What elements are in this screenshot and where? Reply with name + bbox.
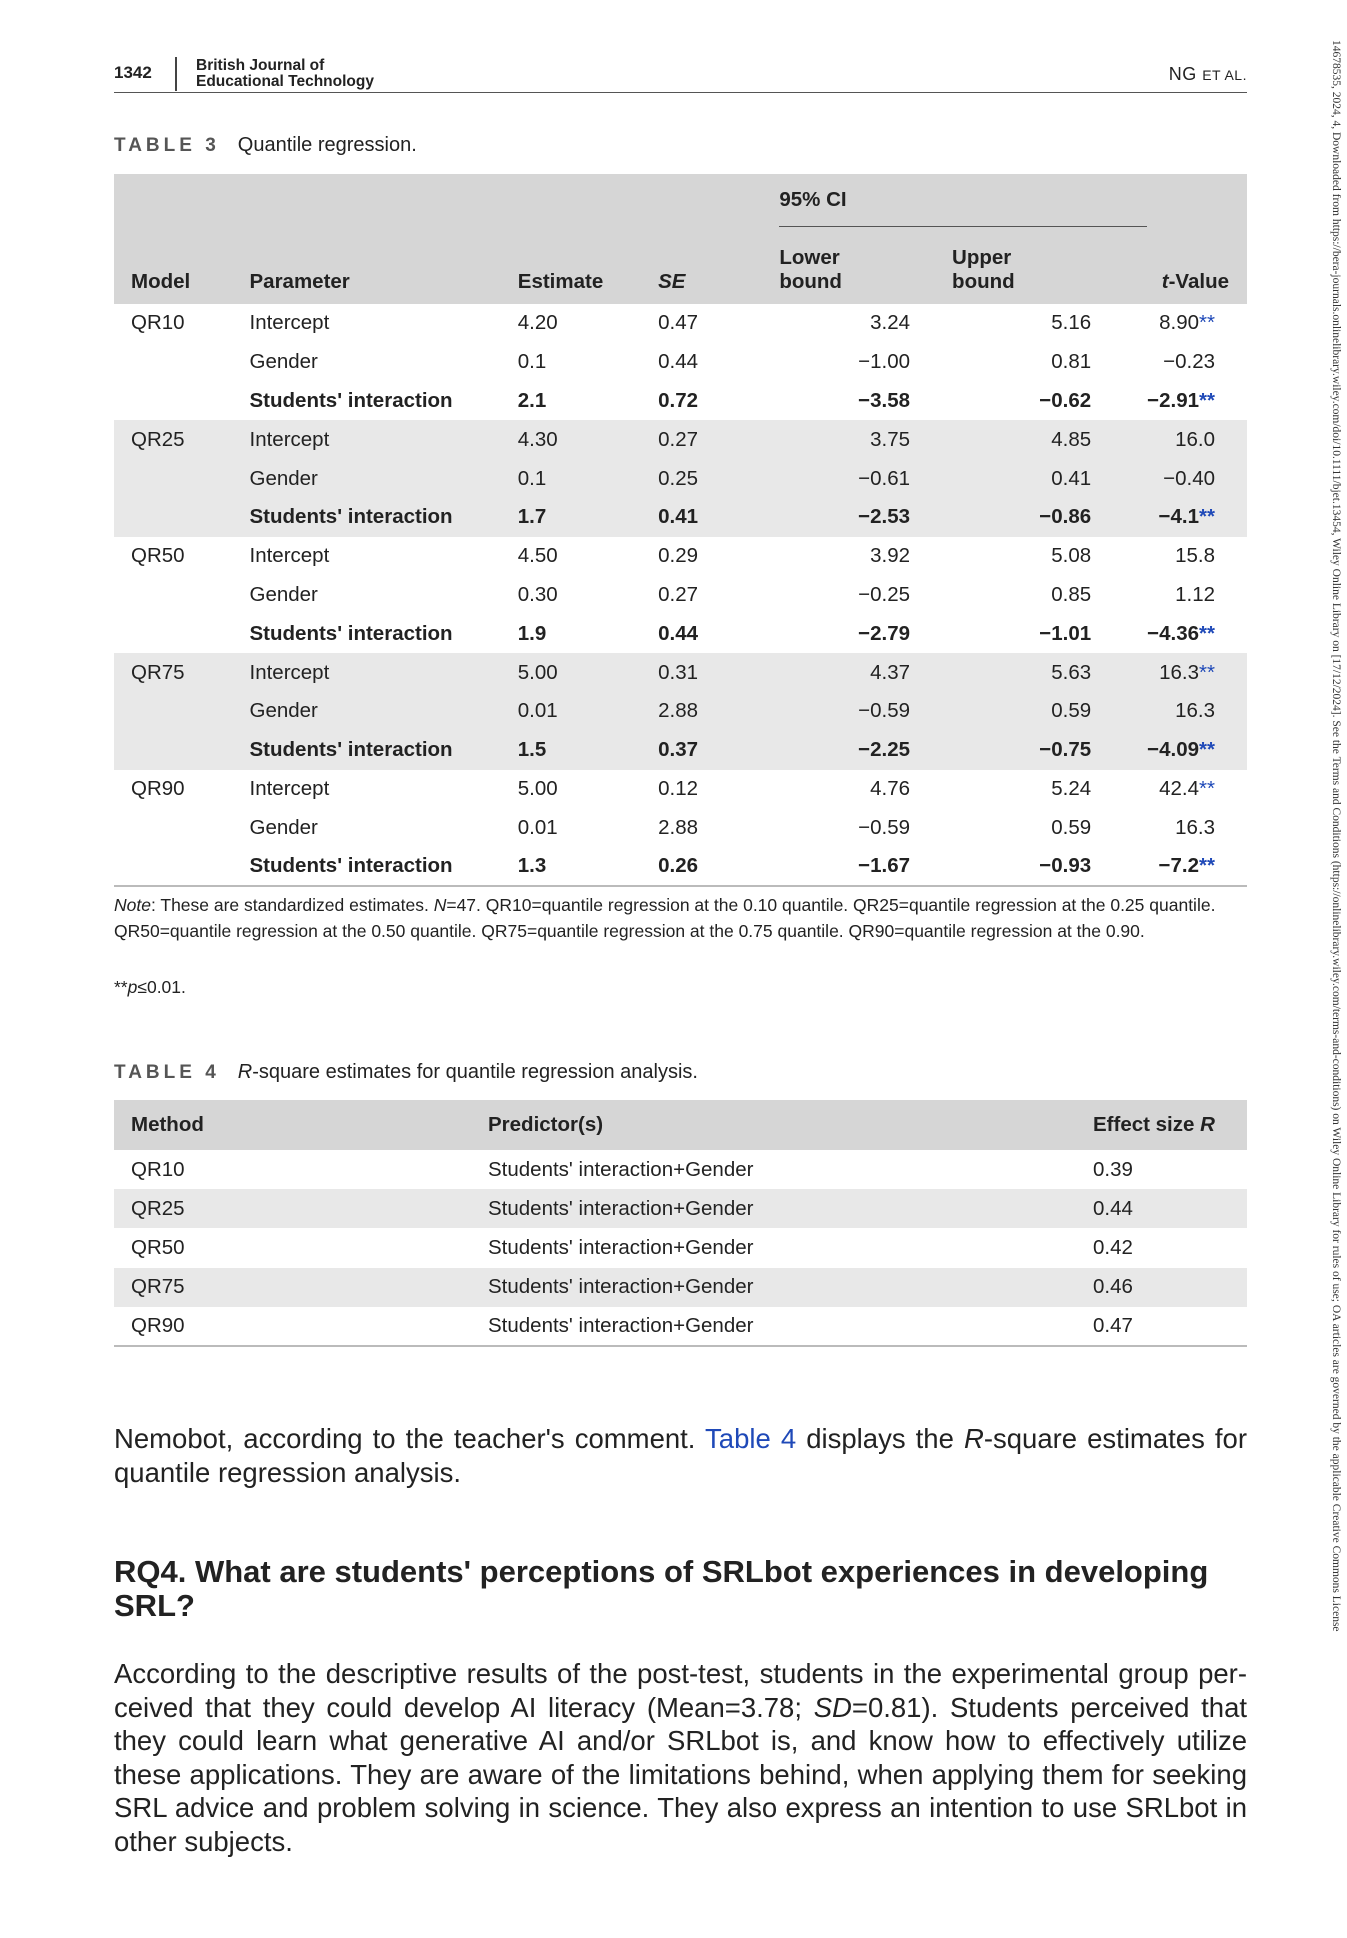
significance-stars: ** [1199,621,1215,645]
parameter-cell: Intercept [249,776,330,800]
estimate-cell: 5.00 [517,660,558,684]
upper-bound-cell: −0.93 [952,847,1147,886]
t-value: 16.3 [1175,815,1215,839]
lower-bound-cell: −0.59 [858,815,911,839]
group-qr90 [114,770,1247,886]
t-value-cell [1147,808,1247,847]
t-value: 16.3 [1159,660,1200,684]
estimate-cell: 1.9 [517,621,547,645]
upper-bound-cell: −0.86 [1039,505,1092,529]
download-notice: 14678535, 2024, 4, Downloaded from https://bera-journals.onlinelibrary.wiley.com/doi/10.1111/bjet.13454, Wiley Online Library on [17/12/2024]. See the Terms and Conditions (https://onlinelibrary.wiley.com/terms-and-conditions) on Wiley Online Library for rules of use; OA articles are governed by the applicable Creative Commons License [1330,40,1342,1632]
parameter-cell: Students' interaction [249,388,453,412]
lower-bound-cell: 3.92 [870,544,911,568]
lower-bound-cell: −0.59 [858,699,911,723]
estimate-cell: 4.30 [517,427,558,451]
se-cell: 0.41 [658,505,699,529]
t-value-cell [1147,653,1247,692]
estimate-cell: 5.00 [517,776,558,800]
table-row [114,1307,1247,1346]
method-cell: QR75 [131,1275,185,1299]
estimate-cell: 1.7 [517,505,547,529]
upper-bound-cell: 4.85 [1051,427,1092,451]
predictors-cell: Students' interaction+Gender [488,1275,754,1299]
table-row [114,1228,1247,1267]
table-row [114,1150,1247,1189]
estimate-cell: 2.1 [517,388,547,412]
method-cell: QR90 [114,1307,488,1346]
page-number: 1342 [114,63,152,82]
t-value-cell [1147,614,1247,653]
se-cell: 0.27 [658,427,699,451]
lower-bound-cell: −2.79 [858,621,911,645]
parameter-cell: Intercept [249,544,330,568]
t-value-cell [1147,343,1247,382]
t-value: 8.90 [1159,311,1200,335]
t-value: −4.36 [1147,621,1200,645]
model-cell: QR25 [131,427,185,451]
parameter-cell: Students' interaction [249,621,453,645]
paragraph-2: According to the descriptive results of the post-test, students in the experimental group perceived that they could develop AI literacy (Mean=3.78; SD=0.81). Students perceived that they could learn what generative AI and/or SRLbot is, and know how to effectively utilize these applications. They are aware of the limitations behind, when applying them for seeking SRL advice and problem solving in science. They also express an intention to use SRLbot in other subjects. [114,1658,1247,1857]
estimate-cell: 0.30 [517,582,558,606]
table4-link[interactable]: Table 4 [705,1423,797,1454]
model-cell [114,692,250,731]
parameter-cell: Gender [249,350,318,374]
t-value-cell [1147,498,1247,537]
significance-stars: ** [1199,311,1215,335]
upper-bound-cell: 0.81 [1051,350,1092,374]
t-value: −0.23 [1163,350,1215,374]
table-row [114,576,1247,615]
t-value-cell [1147,304,1247,343]
effect-size-cell: 0.39 [1093,1157,1133,1181]
table-row [114,498,1247,537]
parameter-cell: Gender [249,815,318,839]
estimate-cell: 0.01 [517,699,558,723]
col-predictors: Predictor(s) [488,1113,604,1136]
predictors-cell: Students' interaction+Gender [488,1196,754,1220]
se-cell: 0.12 [658,776,699,800]
header-divider [175,57,177,91]
lower-bound-cell: −1.67 [779,847,952,886]
significance-stars: ** [1199,776,1215,800]
upper-bound-cell: −0.62 [1039,388,1092,412]
col-lower-bound: Lower bound [779,246,842,293]
col-effect-size: Effect size R [1093,1113,1215,1136]
section-heading: RQ4. What are students' perceptions of SRLbot experiences in developing SRL? [114,1554,1209,1623]
table-row [114,537,1247,576]
t-value-cell [1147,847,1247,886]
model-cell [114,498,250,537]
model-cell: QR10 [131,311,185,335]
significance-note: **p≤0.01. [114,977,186,997]
table-row [114,459,1247,498]
table-row [114,420,1247,459]
lower-bound-cell: −3.58 [858,388,911,412]
table-row [114,808,1247,847]
se-cell: 0.37 [658,738,699,762]
model-cell [114,808,250,847]
table4-caption: TABLE 4 R-square estimates for quantile regression analysis. [114,1061,698,1083]
table-row [114,382,1247,421]
table-row [114,614,1247,653]
se-cell: 2.88 [658,815,699,839]
t-value-cell [1147,731,1247,770]
ci-header: 95% CI [779,174,1147,226]
lower-bound-cell: −0.25 [858,582,911,606]
model-cell: QR50 [131,544,185,568]
parameter-cell: Students' interaction [249,505,453,529]
col-upper-bound: Upper bound [952,246,1015,293]
t-value: −0.40 [1163,466,1215,490]
table-row [114,1189,1247,1228]
parameter-cell: Intercept [249,660,330,684]
significance-stars: ** [1199,738,1215,762]
t-value: −2.91 [1147,388,1200,412]
upper-bound-cell: −0.75 [1039,738,1092,762]
significance-stars: ** [1199,660,1215,684]
table3-label: TABLE 3 [114,135,220,156]
col-parameter: Parameter [249,270,350,293]
significance-stars: ** [1199,505,1215,529]
journal-name: British Journal of Educational Technology [196,57,374,90]
estimate-cell: 1.3 [518,847,658,886]
se-cell: 0.29 [658,544,699,568]
t-value-cell [1147,420,1247,459]
col-se: SE [658,270,686,293]
t-value-cell [1147,459,1247,498]
table-row [114,847,1247,886]
method-cell: QR10 [131,1157,185,1181]
se-cell: 0.44 [658,350,699,374]
upper-bound-cell: 0.85 [1051,582,1092,606]
t-value: 16.0 [1175,427,1215,451]
group-qr75 [114,653,1247,769]
t-value: 1.12 [1175,582,1215,606]
upper-bound-cell: 0.59 [1051,699,1092,723]
col-model: Model [131,270,191,293]
col-method: Method [131,1113,204,1136]
parameter-cell: Gender [249,466,318,490]
se-cell: 0.26 [658,847,779,886]
table4-title: -square estimates for quantile regression analysis. [252,1061,698,1083]
t-value: −4.09 [1147,738,1200,762]
t-value-cell [1147,537,1247,576]
lower-bound-cell: −0.61 [858,466,911,490]
table3-caption [114,134,417,157]
col-estimate: Estimate [517,270,604,293]
group-qr25 [114,420,1247,536]
lower-bound-cell: 3.24 [870,311,911,335]
quantile-regression-table [114,174,1247,887]
predictors-cell: Students' interaction+Gender [488,1235,754,1259]
se-cell: 0.27 [658,582,699,606]
table-row [114,304,1247,343]
estimate-cell: 0.01 [517,815,558,839]
se-cell: 2.88 [658,699,699,723]
t-value-cell [1147,770,1247,809]
model-cell [114,576,250,615]
estimate-cell: 4.20 [517,311,558,335]
t-value: 42.4 [1159,776,1200,800]
col-t-value: t-Value [1161,270,1229,293]
t-value: −7.2 [1158,854,1200,878]
effect-size-cell: 0.42 [1093,1235,1133,1259]
t-value: 16.3 [1175,699,1215,723]
model-cell [114,731,250,770]
model-cell [114,343,250,382]
significance-stars: ** [1199,854,1215,878]
parameter-cell: Intercept [249,311,330,335]
lower-bound-cell: −2.53 [858,505,911,529]
model-cell [114,382,250,421]
t-value: 15.8 [1175,544,1215,568]
table3-note: Note: These are standardized estimates. N=47. QR10=quantile regression at the 0.10 quantile. QR25=quantile regression at the 0.25 quantile. QR50=quantile regression at the 0.50 quantile. QR75=quantile regression at the 0.75 quantile. QR90=quantile regression at the 0.90. [114,895,1216,941]
predictors-cell: Students' interaction+Gender [488,1157,754,1181]
model-cell [114,614,250,653]
estimate-cell: 0.1 [517,350,547,374]
method-cell: QR25 [131,1196,185,1220]
table-row [114,692,1247,731]
se-cell: 0.44 [658,621,699,645]
upper-bound-cell: 5.63 [1051,660,1092,684]
upper-bound-cell: −1.01 [1039,621,1092,645]
table-row [114,1268,1247,1307]
lower-bound-cell: −2.25 [858,738,911,762]
group-qr10 [114,304,1247,420]
upper-bound-cell: 5.16 [1051,311,1092,335]
upper-bound-cell: 5.24 [1051,776,1092,800]
se-cell: 0.47 [658,311,699,335]
table3-title: Quantile regression. [237,134,417,156]
se-cell: 0.25 [658,466,699,490]
group-qr50 [114,537,1247,653]
model-cell [114,459,250,498]
r-square-table [114,1100,1247,1347]
method-cell: QR50 [131,1235,185,1259]
t-value: −4.1 [1158,505,1200,529]
running-authors: NG ET AL. [1168,64,1247,84]
predictors-cell: Students' interaction+Gender [488,1307,1093,1346]
effect-size-cell: 0.47 [1093,1307,1247,1346]
estimate-cell: 4.50 [517,544,558,568]
significance-stars: ** [1199,388,1215,412]
running-header [114,54,1247,93]
t-value-cell [1147,576,1247,615]
parameter-cell: Gender [249,582,318,606]
lower-bound-cell: 3.75 [870,427,911,451]
lower-bound-cell: 4.37 [870,660,911,684]
estimate-cell: 0.1 [517,466,547,490]
table4-label: TABLE 4 [114,1062,220,1083]
estimate-cell: 1.5 [517,738,547,762]
effect-size-cell: 0.44 [1093,1196,1133,1220]
lower-bound-cell: 4.76 [870,776,911,800]
model-cell [114,847,250,886]
table-row [114,731,1247,770]
upper-bound-cell: 0.41 [1051,466,1092,490]
model-cell: QR75 [131,660,185,684]
upper-bound-cell: 5.08 [1051,544,1092,568]
parameter-cell: Gender [249,699,318,723]
se-cell: 0.31 [658,660,699,684]
upper-bound-cell: 0.59 [1051,815,1092,839]
table-row [114,653,1247,692]
parameter-cell: Students' interaction [249,738,453,762]
table-row [114,343,1247,382]
parameter-cell: Students' interaction [250,847,518,886]
effect-size-cell: 0.46 [1093,1275,1133,1299]
t-value-cell [1147,382,1247,421]
se-cell: 0.72 [658,388,699,412]
t-value-cell [1147,692,1247,731]
table-row [114,770,1247,809]
lower-bound-cell: −1.00 [858,350,911,374]
parameter-cell: Intercept [249,427,330,451]
paragraph-1: Nemobot, according to the teacher's comment. Table 4 displays the R-square estimates for quantile regression analysis. [114,1423,1247,1488]
model-cell: QR90 [131,776,185,800]
